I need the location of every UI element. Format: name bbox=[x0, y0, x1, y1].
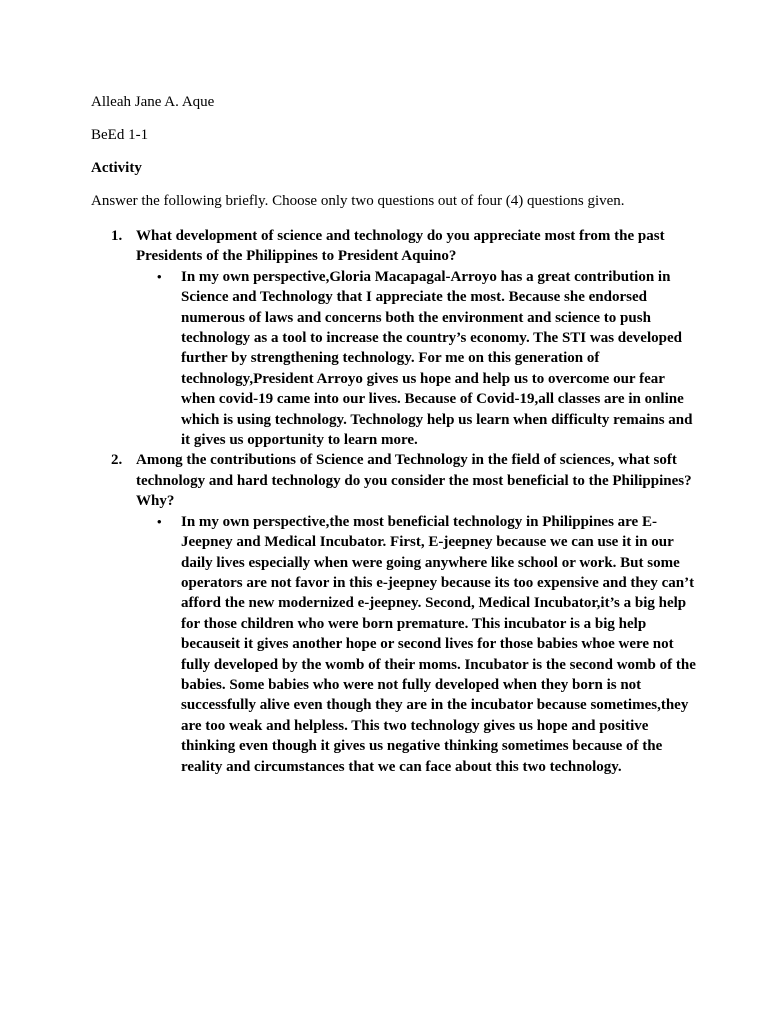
question-item-2 bbox=[111, 450, 696, 777]
instruction-text: Answer the following briefly. Choose only two questions out of four (4) questions given. bbox=[91, 193, 625, 209]
bullet-icon: • bbox=[157, 513, 162, 529]
question-item-1 bbox=[111, 226, 696, 450]
author-name: Alleah Jane A. Aque bbox=[91, 94, 215, 110]
answer-text: In my own perspective,the most beneficial technology in Philippines are E-Jeepney and Medical Incubator. First, E-jeepney because we can use it in our daily lives especially when were going anywhere like school or work. But some operators are not favor in this e-jeepney because its too expensive and they can’t afford the new modernized e-jeepney. Second, Medical Incubator,it’s a big help for those children who were born premature. This incubator is a big help becauseit it gives another hope or second lives for those babies whoe were not fully developed by the womb of their moms. Incubator is the second womb of the babies. Some babies who were not fully developed when they born is not successfully alive even though they are in the incubator because sometimes,they are too weak and helpless. This two technology gives us hope and positive thinking even though it gives us negative thinking sometimes because of the reality and circumstances that we can face about this two technology. bbox=[181, 513, 696, 775]
answer-item-2 bbox=[157, 512, 696, 777]
answer-list bbox=[136, 267, 696, 451]
course-section: BeEd 1-1 bbox=[91, 127, 149, 143]
question-number: 1. bbox=[111, 228, 123, 244]
question-number: 2. bbox=[111, 452, 123, 469]
question-list bbox=[111, 226, 696, 777]
answer-item-1 bbox=[157, 267, 696, 451]
question-text: Among the contributions of Science and Technology in the field of sciences, what soft technology and hard technology do you consider the most beneficial to the Philippines? Why? bbox=[136, 452, 692, 510]
answer-list bbox=[136, 512, 696, 777]
question-text: What development of science and technology do you appreciate most from the past Presidents of the Philippines to President Aquino? bbox=[136, 228, 665, 265]
activity-heading: Activity bbox=[91, 160, 142, 176]
answer-text: In my own perspective,Gloria Macapagal-Arroyo has a great contribution in Science and Technology that I appreciate the most. Because she endorsed numerous of laws and concerns both the environment and science to push technology as a tool to increase the country’s economy. The STI was developed further by strengthening technology. For me on this generation of technology,President Arroyo gives us hope and help us to overcome our fear when covid-19 came into our lives. Because of Covid-19,all classes are in online which is using technology. Technology help us learn when difficulty remains and it gives us opportunity to learn more. bbox=[181, 268, 693, 449]
bullet-icon: • bbox=[157, 268, 162, 284]
